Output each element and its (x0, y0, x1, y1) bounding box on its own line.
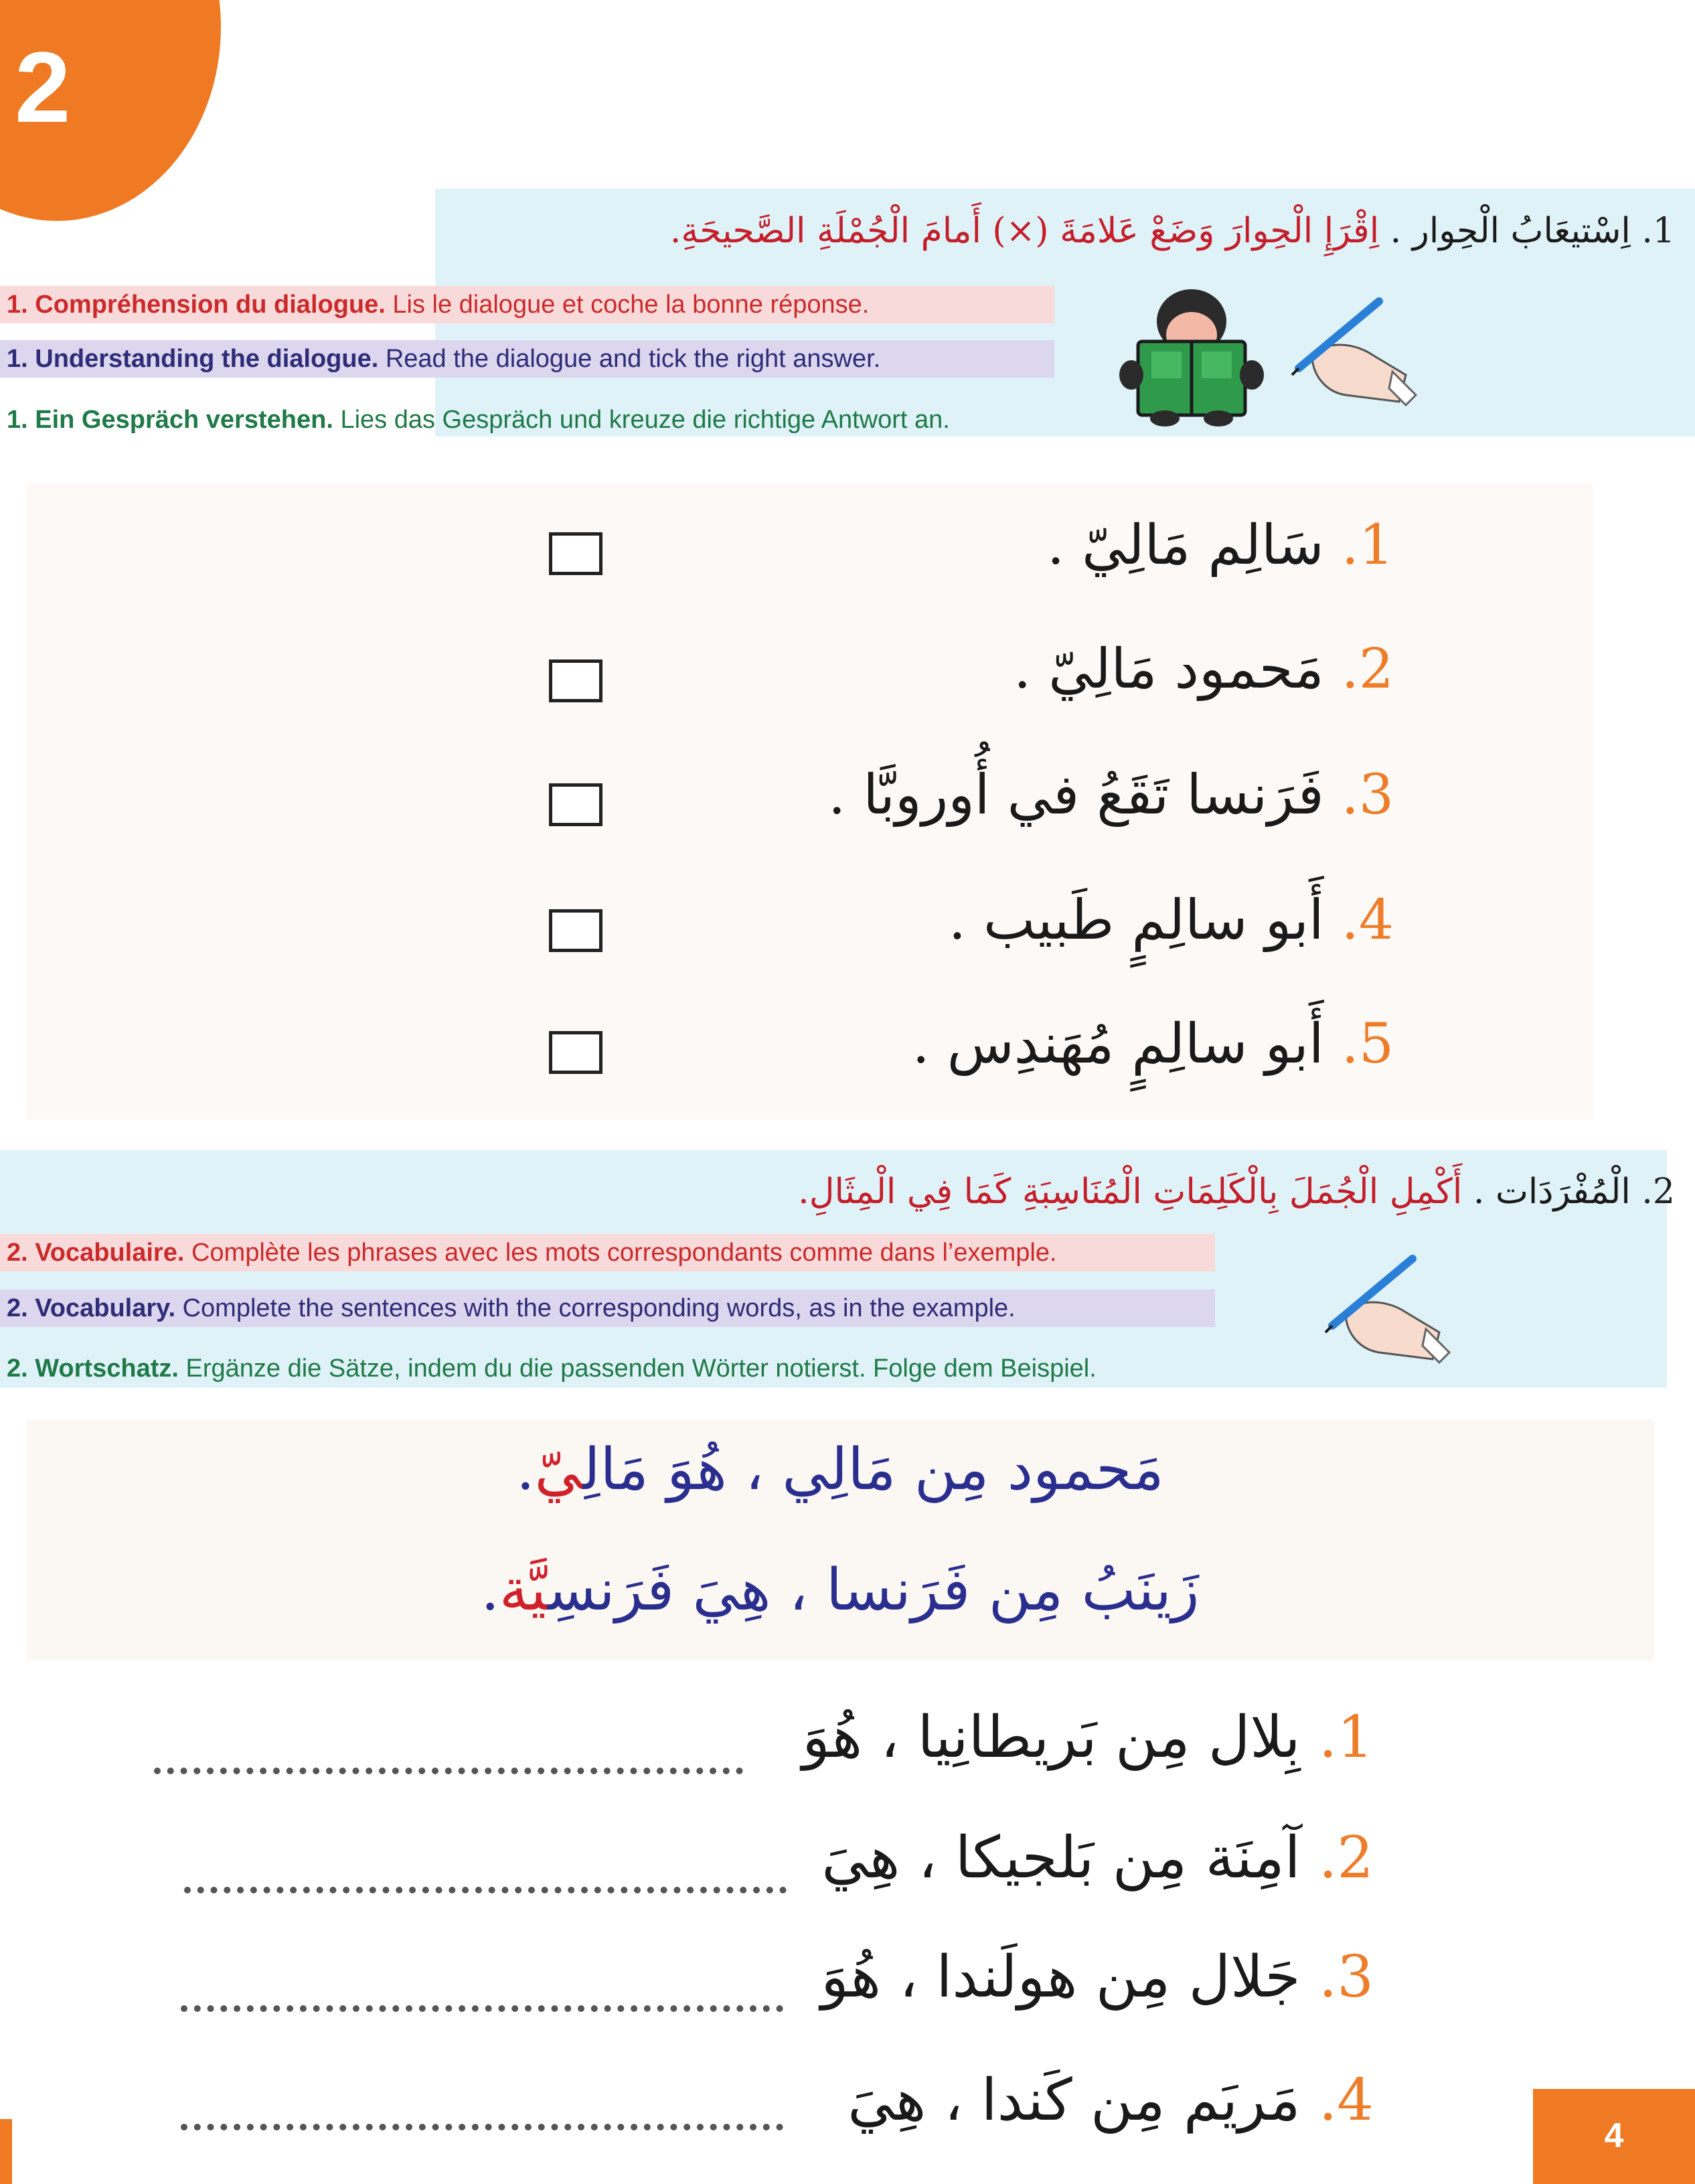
exercise2-arabic-heading: 2. الْمُفْرَدَات . أَكْمِلِ الْجُمَلَ بِالْكَلِمَاتِ الْمُنَاسِبَةِ كَمَا فِي الْمِثَالِ. (798, 1172, 1675, 1212)
page-number: 4 (1604, 2116, 1624, 2155)
example-line-2: زَينَبُ مِن فَرَنسا ، هِيَ فَرَنسِيَّة. (481, 1557, 1200, 1624)
item-number: 4. (1341, 888, 1394, 952)
item-text: بِلال مِن بَريطانِيا ، هُوَ (802, 1704, 1301, 1771)
item-number: 2. (1318, 1824, 1374, 1891)
exercise1-item-2 (657, 636, 1394, 703)
writing-hand-icon (1305, 1252, 1459, 1366)
item-text: أَبو سالِمٍ طَبيب . (948, 888, 1324, 952)
example-1-stem: مَحمود مِن مَالِي ، هُوَ مَالِ (582, 1436, 1164, 1503)
exercise1-instruction-fr (0, 287, 869, 323)
exercise2-arabic-title: الْمُفْرَدَات (1495, 1172, 1631, 1212)
exercise2-en-text: Complete the sentences with the corresponding words, as in the example. (182, 1294, 1016, 1322)
checkbox-item-5[interactable] (549, 1031, 602, 1074)
item-text: مَحمود مَالِيّ . (1014, 637, 1324, 701)
unit-number: 2 (15, 31, 71, 143)
exercise1-item-4 (657, 887, 1394, 954)
exercise2-instruction-en (0, 1290, 1016, 1326)
exercise2-instruction-fr (0, 1235, 1057, 1271)
answer-blank-4[interactable] (181, 2117, 783, 2130)
exercise1-arabic-title: اِسْتيعَابُ الْحِوار (1412, 211, 1631, 251)
checkbox-item-4[interactable] (549, 909, 602, 952)
exercise2-item-1 (771, 1701, 1374, 1774)
item-number: 3. (1341, 763, 1394, 827)
item-number: 1. (1318, 1704, 1374, 1771)
item-number: 3. (1318, 1944, 1374, 2011)
exercise2-de-text: Ergänze die Sätze, indem du die passenden Wörter notierst. Folge dem Beispiel. (185, 1354, 1097, 1383)
exercise1-fr-bold: 1. Compréhension du dialogue. (7, 291, 386, 319)
exercise1-item-3 (657, 762, 1394, 829)
exercise1-arabic-heading: 1. اِسْتيعَابُ الْحِوار . اِقْرَإِ الْحِوارَ وَضَعْ عَلامَةَ (×) أَمامَ الْجُمْلَةِ الصَّحيحَةِ. (669, 211, 1675, 251)
item-text: سَالِم مَالِيّ . (1046, 514, 1324, 577)
example-2-stem: زَينَبُ مِن فَرَنسا ، هِيَ فَرَنسِ (547, 1557, 1200, 1624)
exercise2-fr-bold: 2. Vocabulaire. (7, 1239, 185, 1267)
checkbox-item-1[interactable] (549, 532, 602, 575)
writing-hand-icon (1272, 295, 1426, 408)
checkbox-item-3[interactable] (549, 783, 602, 826)
exercise2-de-bold: 2. Wortschatz. (7, 1354, 179, 1383)
left-edge-accent (0, 2119, 12, 2184)
exercise1-de-text: Lies das Gespräch und kreuze die richtige Antwort an. (340, 406, 950, 434)
item-text: جَلال مِن هولَندا ، هُوَ (821, 1944, 1301, 2011)
exercise1-fr-text: Lis le dialogue et coche la bonne réponse. (392, 291, 870, 319)
answer-blank-1[interactable] (154, 1761, 743, 1774)
exercise1-arabic-instruction: اِقْرَإِ الْحِوارَ وَضَعْ عَلامَةَ (×) أَمامَ الْجُمْلَةِ الصَّحيحَةِ. (669, 211, 1380, 251)
example-2-suffix: يَّة (499, 1557, 548, 1624)
exercise1-de-bold: 1. Ein Gespräch verstehen. (7, 406, 333, 434)
item-text: مَريَم مِن كَندا ، هِيَ (847, 2067, 1301, 2134)
exercise1-arabic-number: 1. (1641, 211, 1675, 251)
answer-blank-2[interactable] (184, 1880, 787, 1893)
example-line-1: مَحمود مِن مَالِي ، هُوَ مَالِيّ. (516, 1436, 1164, 1503)
item-number: 1. (1341, 514, 1394, 577)
item-text: فَرَنسا تَقَعُ في أُوروبَّا . (828, 763, 1324, 827)
exercise2-fr-text: Complète les phrases avec les mots correspondants comme dans l’exemple. (191, 1239, 1057, 1267)
item-text: أَبو سالِمٍ مُهَندِس . (912, 1012, 1324, 1076)
exercise2-item-2 (771, 1821, 1374, 1895)
exercise1-en-text: Read the dialogue and tick the right answer. (385, 345, 881, 373)
exercise1-instruction-en (0, 341, 880, 377)
exercise1-item-5 (657, 1011, 1394, 1078)
reading-child-icon (1111, 281, 1272, 428)
exercise2-arabic-instruction: أَكْمِلِ الْجُمَلَ بِالْكَلِمَاتِ الْمُنَاسِبَةِ كَمَا فِي الْمِثَالِ. (798, 1172, 1463, 1212)
exercise2-item-3 (771, 1940, 1374, 2014)
exercise1-en-bold: 1. Understanding the dialogue. (7, 345, 379, 373)
answer-blank-3[interactable] (181, 1999, 783, 2012)
exercise2-en-bold: 2. Vocabulary. (7, 1294, 176, 1322)
exercise1-item-1 (657, 512, 1394, 579)
exercise2-item-4 (771, 2063, 1374, 2137)
exercise1-instruction-de (0, 402, 950, 438)
item-number: 5. (1341, 1012, 1394, 1076)
exercise2-instruction-de (0, 1350, 1097, 1387)
example-1-suffix: يّ (534, 1436, 583, 1503)
item-text: آمِنَة مِن بَلجيكا ، هِيَ (821, 1824, 1301, 1891)
item-number: 2. (1341, 637, 1394, 701)
item-number: 4. (1318, 2067, 1374, 2134)
checkbox-item-2[interactable] (549, 659, 602, 702)
exercise2-arabic-number: 2. (1641, 1172, 1675, 1212)
